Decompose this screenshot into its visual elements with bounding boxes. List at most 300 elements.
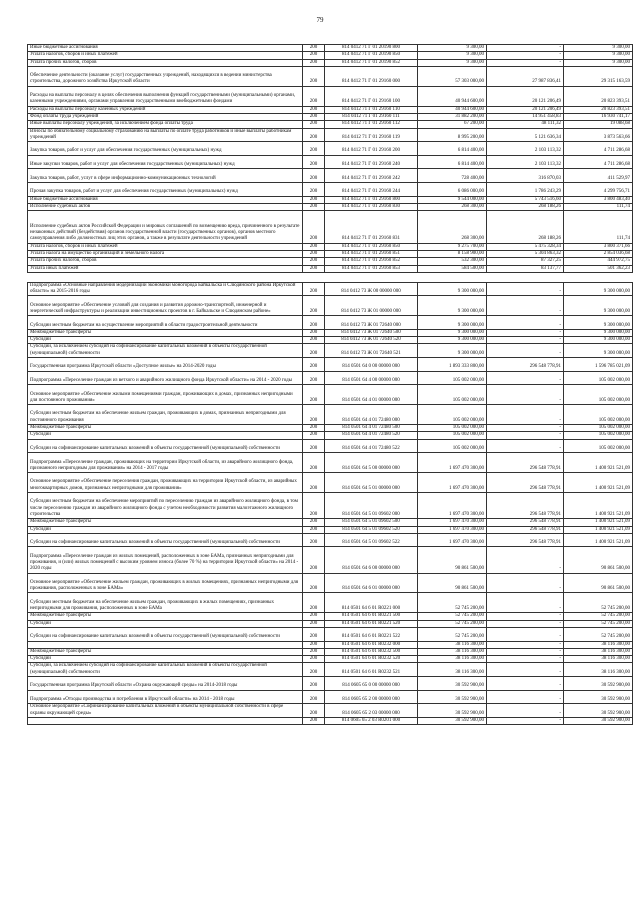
row-fact-cell: - — [487, 425, 564, 432]
row-classification-cell: 814 0501 64 5 01 09602 522 — [325, 533, 418, 547]
row-plan-cell: 1 697 470 300,00 — [418, 519, 487, 526]
row-fact-cell: - — [487, 547, 564, 573]
row-plan-cell: 52 745 200,00 — [418, 613, 487, 620]
row-name-cell: Уплата налогов, сборов и иных платежей — [28, 52, 303, 59]
row-fact-cell: 20 121 206,49 — [487, 86, 564, 106]
row-plan-cell: 532 300,00 — [418, 258, 487, 265]
row-rest-cell: 30 592 900,00 — [564, 677, 633, 691]
row-name-cell: Субсидии — [28, 620, 303, 627]
row-plan-cell: 38 116 300,00 — [418, 656, 487, 663]
row-plan-cell: 9 300 000,00 — [418, 337, 487, 344]
row-classification-cell: 814 0412 71 Г 01 29160 100 — [325, 86, 418, 106]
table-row — [28, 211, 633, 244]
row-rest-cell: 38 116 300,00 — [564, 656, 633, 663]
row-rest-cell: 411 529,97 — [564, 169, 633, 183]
row-fact-cell: - — [487, 641, 564, 648]
row-rest-cell: 105 002 000,00 — [564, 371, 633, 385]
row-classification-cell: 814 0412 71 Г 01 29160 853 — [325, 265, 418, 272]
row-classification-cell: 814 0412 71 Г 01 29160 240 — [325, 155, 418, 169]
row-name-cell: Подпрограмма «Переселение граждан, проживающих на территории Иркутской области, из аварийного жилищного фонда, признанного непригодным для проживания» на 2014 - 2017 годы — [28, 453, 303, 473]
row-rest-cell: 3 873 563,66 — [564, 128, 633, 142]
row-code-cell: 200 — [303, 52, 325, 59]
row-classification-cell: 814 0412 71 Г 01 29160 112 — [325, 121, 418, 128]
row-fact-cell: - — [487, 371, 564, 385]
row-rest-cell — [564, 272, 633, 282]
row-code-cell: 200 — [303, 593, 325, 613]
row-plan-cell: 30 592 900,00 — [418, 704, 487, 718]
row-code-cell: 200 — [303, 265, 325, 272]
row-rest-cell: 3 800 483,40 — [564, 196, 633, 203]
row-name-cell: Субсидии — [28, 526, 303, 533]
row-plan-cell: 1 697 470 300,00 — [418, 473, 487, 493]
row-fact-cell: 14 951 458,83 — [487, 113, 564, 120]
row-fact-cell: 296 548 778,91 — [487, 453, 564, 473]
row-plan-cell: 6 814 400,00 — [418, 142, 487, 156]
row-code-cell: 200 — [303, 526, 325, 533]
row-fact-cell: 296 548 778,91 — [487, 473, 564, 493]
table-row — [28, 641, 633, 648]
table-row — [28, 704, 633, 718]
budget-execution-table — [27, 44, 633, 725]
row-plan-cell: 105 002 000,00 — [418, 371, 487, 385]
row-code-cell: 200 — [303, 641, 325, 648]
row-name-cell: Иные бюджетные ассигнования — [28, 196, 303, 203]
row-name-cell: Взносы по обязательному социальному страхованию на выплаты по оплате труда работников и иные выплаты работникам учреждений — [28, 128, 303, 142]
row-rest-cell: 9 300,00 — [564, 59, 633, 66]
row-name-cell: Межбюджетные трансферты — [28, 519, 303, 526]
row-classification-cell: 814 0501 64 6 01 R0232 000 — [325, 641, 418, 648]
row-classification-cell: 814 0501 64 4 01 72480 520 — [325, 432, 418, 439]
row-code-cell: 200 — [303, 677, 325, 691]
row-plan-cell: 9 300,00 — [418, 52, 487, 59]
row-classification-cell: 814 0412 71 Г 01 29160 851 — [325, 250, 418, 257]
row-plan-cell: 38 116 300,00 — [418, 648, 487, 655]
table-row — [28, 385, 633, 405]
row-fact-cell: - — [487, 59, 564, 66]
row-code-cell: 200 — [303, 656, 325, 663]
row-plan-cell: 105 002 000,00 — [418, 432, 487, 439]
row-fact-cell: 296 548 778,91 — [487, 526, 564, 533]
row-classification-cell: 814 0412 71 Г 01 29160 850 — [325, 243, 418, 250]
row-rest-cell: 38 116 300,00 — [564, 648, 633, 655]
row-fact-cell: 83 137,77 — [487, 265, 564, 272]
row-name-cell — [28, 717, 303, 724]
row-name-cell: Подпрограмма «Переселение граждан из ветхого и аварийного жилищного фонда Иркутской области» на 2014 - 2020 годы — [28, 371, 303, 385]
row-code-cell: 200 — [303, 66, 325, 86]
row-rest-cell: 52 745 200,00 — [564, 593, 633, 613]
row-classification-cell: 814 0501 64 5 01 09602 500 — [325, 519, 418, 526]
row-name-cell: Уплата прочих налогов, сборов — [28, 59, 303, 66]
table-row — [28, 453, 633, 473]
row-fact-cell: - — [487, 405, 564, 425]
row-plan-cell: 9 300,00 — [418, 45, 487, 52]
row-rest-cell: 4 711 286,68 — [564, 142, 633, 156]
row-classification-cell: 814 0501 64 4 01 00000 000 — [325, 385, 418, 405]
table-row — [28, 243, 633, 250]
row-plan-cell: 105 002 000,00 — [418, 405, 487, 425]
row-name-cell: Подпрограмма «Переселение граждан из жилых помещений, расположенных в зоне БАМа, признанных непригодными для проживания, и (или) жилых помещений с высоким уровнем износа (более 70 %) на территории Иркутской области» на 2014 - 2020 годы — [28, 547, 303, 573]
row-plan-cell: 268 300,00 — [418, 203, 487, 210]
table-row — [28, 620, 633, 627]
row-name-cell: Закупка товаров, работ, услуг в сфере информационно-коммуникационных технологий — [28, 169, 303, 183]
row-plan-cell: 9 275 700,00 — [418, 243, 487, 250]
row-rest-cell: 105 002 000,00 — [564, 405, 633, 425]
row-name-cell: Межбюджетные трансферты — [28, 648, 303, 655]
row-rest-cell: 105 002 000,00 — [564, 385, 633, 405]
row-rest-cell: 90 861 500,00 — [564, 547, 633, 573]
row-fact-cell — [487, 272, 564, 282]
row-code-cell: 200 — [303, 385, 325, 405]
row-code-cell: 200 — [303, 493, 325, 519]
row-name-cell: Основное мероприятие «Софинансирование капитальных вложений в объекты муниципальной собственности в сфере охраны окружающей среды» — [28, 704, 303, 718]
row-code-cell: 200 — [303, 573, 325, 593]
table-row — [28, 690, 633, 704]
row-name-cell: Иные бюджетные ассигнования — [28, 45, 303, 52]
row-classification-cell: 814 0412 71 Г 01 29160 200 — [325, 142, 418, 156]
table-row — [28, 155, 633, 169]
row-name-cell: Субсидии, за исключением субсидий на софинансирование капитальных вложений в объекты государственной (муниципальной) собственности — [28, 344, 303, 358]
row-rest-cell: 501 362,23 — [564, 265, 633, 272]
table-row — [28, 52, 633, 59]
row-name-cell: Межбюджетные трансферты — [28, 329, 303, 336]
row-plan-cell: 9 300 000,00 — [418, 344, 487, 358]
row-classification-cell: 814 0412 71 Г 01 29160 831 — [325, 211, 418, 244]
row-code-cell: 200 — [303, 690, 325, 704]
row-plan-cell: 1 697 470 300,00 — [418, 526, 487, 533]
row-code-cell: 200 — [303, 155, 325, 169]
row-code-cell: 200 — [303, 358, 325, 372]
row-classification-cell: 814 0412 71 Г 01 29160 830 — [325, 203, 418, 210]
row-code-cell: 200 — [303, 258, 325, 265]
row-code-cell: 200 — [303, 211, 325, 244]
row-code-cell — [303, 272, 325, 282]
row-rest-cell: 1 400 921 521,09 — [564, 473, 633, 493]
row-rest-cell: 20 823 393,51 — [564, 86, 633, 106]
row-rest-cell: 30 592 900,00 — [564, 717, 633, 724]
row-name-cell: Основное мероприятие «Обеспечение переселения граждан, проживающих на территории Иркутской области, из аварийных многоквартирных домов, признанных непригодными для проживания» — [28, 473, 303, 493]
row-plan-cell: 9 300,00 — [418, 59, 487, 66]
row-fact-cell: 2 103 113,32 — [487, 142, 564, 156]
row-code-cell: 200 — [303, 296, 325, 316]
row-name-cell: Субсидии — [28, 432, 303, 439]
row-code-cell: 200 — [303, 113, 325, 120]
row-fact-cell: - — [487, 337, 564, 344]
row-code-cell: 200 — [303, 203, 325, 210]
row-fact-cell: 5 475 328,34 — [487, 243, 564, 250]
table-row — [28, 613, 633, 620]
row-fact-cell: - — [487, 296, 564, 316]
row-classification-cell: 814 0412 71 Г 01 29160 244 — [325, 182, 418, 196]
row-code-cell: 200 — [303, 196, 325, 203]
row-name-cell: Расходы на выплаты персоналу казенных учреждений — [28, 106, 303, 113]
row-fact-cell: - — [487, 329, 564, 336]
table-row — [28, 526, 633, 533]
row-rest-cell: 3 800 371,66 — [564, 243, 633, 250]
row-code-cell: 200 — [303, 519, 325, 526]
row-plan-cell: 9 300 000,00 — [418, 282, 487, 296]
row-classification-cell: 814 0501 64 6 01 R0221 500 — [325, 613, 418, 620]
table-row — [28, 533, 633, 547]
row-fact-cell: 5 743 516,60 — [487, 196, 564, 203]
row-code-cell: 200 — [303, 121, 325, 128]
table-row — [28, 250, 633, 257]
row-rest-cell: 105 002 000,00 — [564, 425, 633, 432]
row-classification-cell: 814 0605 65 2 03 R0201 000 — [325, 717, 418, 724]
row-rest-cell: 19 088,68 — [564, 121, 633, 128]
row-name-cell: Уплата прочих налогов, сборов — [28, 258, 303, 265]
row-code-cell: 200 — [303, 425, 325, 432]
table-row — [28, 519, 633, 526]
table-row — [28, 648, 633, 655]
row-name-cell: Субсидии на софинансирование капитальных вложений в объекты государственной (муниципальной) собственности — [28, 533, 303, 547]
row-rest-cell: 52 745 200,00 — [564, 627, 633, 641]
table-row — [28, 106, 633, 113]
row-plan-cell: 9 300 000,00 — [418, 329, 487, 336]
row-fact-cell: 296 548 778,91 — [487, 533, 564, 547]
row-plan-cell — [418, 272, 487, 282]
row-name-cell: Субсидии местным бюджетам на осуществление мероприятий в области градостроительной деятельности — [28, 316, 303, 330]
table-row — [28, 258, 633, 265]
table-row — [28, 425, 633, 432]
table-row — [28, 182, 633, 196]
row-plan-cell: 6 086 000,00 — [418, 182, 487, 196]
row-code-cell: 200 — [303, 371, 325, 385]
table-row — [28, 405, 633, 425]
table-row — [28, 86, 633, 106]
row-code-cell: 200 — [303, 717, 325, 724]
row-rest-cell: 1 400 921 521,09 — [564, 519, 633, 526]
row-rest-cell: 20 823 393,51 — [564, 106, 633, 113]
table-row — [28, 573, 633, 593]
table-row — [28, 439, 633, 453]
row-rest-cell: 105 002 000,00 — [564, 432, 633, 439]
row-name-cell: Уплата налогов, сборов и иных платежей — [28, 243, 303, 250]
row-fact-cell: - — [487, 613, 564, 620]
row-plan-cell: 728 400,00 — [418, 169, 487, 183]
row-code-cell: 200 — [303, 45, 325, 52]
row-name-cell: Иные закупки товаров, работ и услуг для обеспечения государственных (муниципальных) нужд — [28, 155, 303, 169]
row-plan-cell: 52 745 200,00 — [418, 593, 487, 613]
budget-table-body — [28, 45, 633, 725]
row-fact-cell: 5 121 636,34 — [487, 128, 564, 142]
table-row — [28, 358, 633, 372]
table-row — [28, 316, 633, 330]
row-classification-cell: 814 0501 64 5 01 00000 000 — [325, 473, 418, 493]
row-classification-cell: 814 0412 71 Г 01 29160 119 — [325, 128, 418, 142]
row-classification-cell: 814 0412 73 Ж 01 72640 520 — [325, 337, 418, 344]
row-fact-cell: 87 327,25 — [487, 258, 564, 265]
table-row — [28, 113, 633, 120]
row-name-cell: Субсидии на софинансирование капитальных вложений в объекты государственной (муниципальной) собственности — [28, 627, 303, 641]
row-name-cell: Прочая закупка товаров, работ и услуг для обеспечения государственных (муниципальных) нужд — [28, 182, 303, 196]
row-name-cell: Субсидии местным бюджетам на обеспечение мероприятий по переселению граждан из аварийного жилищного фонда, в том числе переселению граждан из аварийного жилищного фонда с учетом необходимости развития малоэтажного жилищного строительства — [28, 493, 303, 519]
row-name-cell: Фонд оплаты труда учреждений — [28, 113, 303, 120]
row-code-cell: 200 — [303, 142, 325, 156]
row-code-cell: 200 — [303, 169, 325, 183]
row-plan-cell: 38 116 300,00 — [418, 663, 487, 677]
row-rest-cell: 1 400 921 521,09 — [564, 533, 633, 547]
table-row — [28, 344, 633, 358]
row-rest-cell: 52 745 200,00 — [564, 620, 633, 627]
row-fact-cell: - — [487, 45, 564, 52]
row-classification-cell: 814 0501 64 4 01 72480 000 — [325, 405, 418, 425]
row-fact-cell: - — [487, 573, 564, 593]
row-fact-cell: - — [487, 439, 564, 453]
row-fact-cell: - — [487, 717, 564, 724]
row-code-cell: 200 — [303, 620, 325, 627]
row-rest-cell: 1 400 921 521,09 — [564, 526, 633, 533]
row-plan-cell: 1 697 470 300,00 — [418, 453, 487, 473]
row-rest-cell: 105 002 000,00 — [564, 439, 633, 453]
row-rest-cell: 29 315 163,59 — [564, 66, 633, 86]
row-classification-cell: 814 0501 64 6 01 R0232 520 — [325, 656, 418, 663]
row-fact-cell: 2 103 113,32 — [487, 155, 564, 169]
row-plan-cell: 57 303 000,00 — [418, 66, 487, 86]
row-name-cell: Иные выплаты персоналу учреждений, за исключением фонда оплаты труда — [28, 121, 303, 128]
row-plan-cell: 1 893 333 800,00 — [418, 358, 487, 372]
row-classification-cell: 814 0501 64 6 01 00000 000 — [325, 573, 418, 593]
row-rest-cell: 111,74 — [564, 211, 633, 244]
row-fact-cell: - — [487, 627, 564, 641]
row-fact-cell: 268 188,26 — [487, 203, 564, 210]
row-fact-cell: - — [487, 593, 564, 613]
row-code-cell: 200 — [303, 59, 325, 66]
row-classification-cell: 814 0501 64 5 01 09602 000 — [325, 493, 418, 519]
row-code-cell: 200 — [303, 182, 325, 196]
row-name-cell: Субсидии на софинансирование капитальных вложений в объекты государственной (муниципальной) собственности — [28, 439, 303, 453]
row-code-cell: 200 — [303, 243, 325, 250]
row-fact-cell: 296 548 778,91 — [487, 358, 564, 372]
row-rest-cell: 30 592 900,00 — [564, 704, 633, 718]
row-code-cell: 200 — [303, 533, 325, 547]
row-rest-cell: 9 300,00 — [564, 52, 633, 59]
row-rest-cell: 9 300 000,00 — [564, 282, 633, 296]
row-name-cell: Обеспечение деятельности (оказание услуг) государственных учреждений, находящихся в ведении министерства строительства, дорожного хозяйства Иркутской области — [28, 66, 303, 86]
row-plan-cell: 8 158 900,00 — [418, 250, 487, 257]
row-rest-cell: 38 116 300,00 — [564, 663, 633, 677]
row-plan-cell: 52 745 200,00 — [418, 627, 487, 641]
table-row — [28, 282, 633, 296]
table-gap-row — [28, 272, 633, 282]
row-plan-cell: 31 882 200,00 — [418, 113, 487, 120]
row-rest-cell: 1 400 921 521,09 — [564, 453, 633, 473]
row-rest-cell: 4 299 756,71 — [564, 182, 633, 196]
row-classification-cell: 814 0412 71 Г 01 29160 110 — [325, 106, 418, 113]
table-row — [28, 371, 633, 385]
row-plan-cell: 1 697 470 300,00 — [418, 493, 487, 519]
table-row — [28, 66, 633, 86]
table-row — [28, 121, 633, 128]
row-rest-cell: 9 300 000,00 — [564, 316, 633, 330]
table-row — [28, 203, 633, 210]
row-plan-cell: 30 592 900,00 — [418, 690, 487, 704]
row-rest-cell: 9 300 000,00 — [564, 296, 633, 316]
row-name-cell: Основное мероприятие «Обеспечение жилыми помещениями граждан, проживающих в домах, признанных непригодными для постоянного проживания» — [28, 385, 303, 405]
row-name-cell: Субсидии местным бюджетам на обеспечение жильем граждан, проживающих в жилых помещениях, признанных непригодными для проживания, расположенных в зоне БАМа — [28, 593, 303, 613]
row-rest-cell: 9 300 000,00 — [564, 344, 633, 358]
row-code-cell: 200 — [303, 337, 325, 344]
table-row — [28, 593, 633, 613]
row-plan-cell: 90 861 500,00 — [418, 547, 487, 573]
row-plan-cell: 584 500,00 — [418, 265, 487, 272]
row-code-cell: 200 — [303, 547, 325, 573]
row-fact-cell: - — [487, 316, 564, 330]
table-row — [28, 296, 633, 316]
row-fact-cell: 48 111,32 — [487, 121, 564, 128]
row-classification-cell: 814 0605 65 2 00 00000 000 — [325, 690, 418, 704]
row-classification-cell: 814 0412 71 Г 01 29160 242 — [325, 169, 418, 183]
row-rest-cell: 2 854 036,68 — [564, 250, 633, 257]
row-rest-cell: 38 116 300,00 — [564, 641, 633, 648]
row-fact-cell: 27 987 836,41 — [487, 66, 564, 86]
row-code-cell: 200 — [303, 282, 325, 296]
row-classification-cell: 814 0605 65 2 03 00000 000 — [325, 704, 418, 718]
row-code-cell: 200 — [303, 344, 325, 358]
row-classification-cell: 814 0501 64 0 00 00000 000 — [325, 358, 418, 372]
row-code-cell: 200 — [303, 86, 325, 106]
row-name-cell: Подпрограмма «Отходы производства и потребления в Иркутской области» на 2014 - 2018 годы — [28, 690, 303, 704]
row-name-cell: Основное мероприятие «Обеспечение жильем граждан, проживающих в жилых помещениях, признанных непригодными для проживания, расположенных в зоне БАМа» — [28, 573, 303, 593]
row-plan-cell: 38 116 300,00 — [418, 641, 487, 648]
row-code-cell: 200 — [303, 453, 325, 473]
row-code-cell: 200 — [303, 473, 325, 493]
table-row — [28, 45, 633, 52]
row-rest-cell: 1 596 785 021,09 — [564, 358, 633, 372]
row-name-cell: Подпрограмма «Основные направления модернизации экономики моногорода Байкальска и Слюдянского района Иркутской области» на 2015-2016 годы — [28, 282, 303, 296]
row-plan-cell: 67 200,00 — [418, 121, 487, 128]
row-code-cell: 200 — [303, 329, 325, 336]
table-row — [28, 656, 633, 663]
row-classification-cell: 814 0501 64 6 01 R0221 520 — [325, 620, 418, 627]
row-rest-cell: 16 930 741,17 — [564, 113, 633, 120]
row-fact-cell: 268 188,26 — [487, 211, 564, 244]
page-number: 79 — [316, 16, 324, 24]
row-fact-cell: - — [487, 648, 564, 655]
row-name-cell — [28, 272, 303, 282]
row-name-cell: Уплата иных платежей — [28, 265, 303, 272]
row-code-cell: 200 — [303, 128, 325, 142]
row-name-cell: Государственная программа Иркутской области «Охрана окружающей среды» на 2014-2018 годы — [28, 677, 303, 691]
row-classification-cell: 814 0501 64 6 01 R0221 522 — [325, 627, 418, 641]
row-rest-cell: 1 400 921 521,09 — [564, 493, 633, 519]
row-name-cell: Расходы на выплаты персоналу в целях обеспечения выполнения функций государственными (муниципальными) органами, казенными учреждениями, органами управления государственными внебюджетными фондами — [28, 86, 303, 106]
row-classification-cell: 814 0412 73 Ж 01 72640 521 — [325, 344, 418, 358]
row-code-cell: 200 — [303, 106, 325, 113]
table-row — [28, 677, 633, 691]
row-plan-cell: 90 861 500,00 — [418, 573, 487, 593]
table-row — [28, 337, 633, 344]
table-row — [28, 663, 633, 677]
table-row — [28, 432, 633, 439]
row-fact-cell: - — [487, 690, 564, 704]
row-classification-cell: 814 0412 71 Г 01 29160 800 — [325, 196, 418, 203]
row-classification-cell: 814 0605 65 0 00 00000 000 — [325, 677, 418, 691]
row-code-cell: 200 — [303, 405, 325, 425]
row-fact-cell: - — [487, 344, 564, 358]
row-name-cell — [28, 641, 303, 648]
row-plan-cell: 9 544 000,00 — [418, 196, 487, 203]
row-rest-cell: 90 861 500,00 — [564, 573, 633, 593]
row-classification-cell: 814 0412 73 Ж 01 00000 000 — [325, 296, 418, 316]
row-rest-cell: 52 745 200,00 — [564, 613, 633, 620]
row-plan-cell: 6 814 400,00 — [418, 155, 487, 169]
row-fact-cell: - — [487, 663, 564, 677]
row-plan-cell: 105 002 000,00 — [418, 425, 487, 432]
row-classification-cell: 814 0501 64 6 01 R0232 500 — [325, 648, 418, 655]
row-classification-cell: 814 0501 64 4 01 72480 522 — [325, 439, 418, 453]
row-fact-cell: - — [487, 52, 564, 59]
row-code-cell: 200 — [303, 704, 325, 718]
